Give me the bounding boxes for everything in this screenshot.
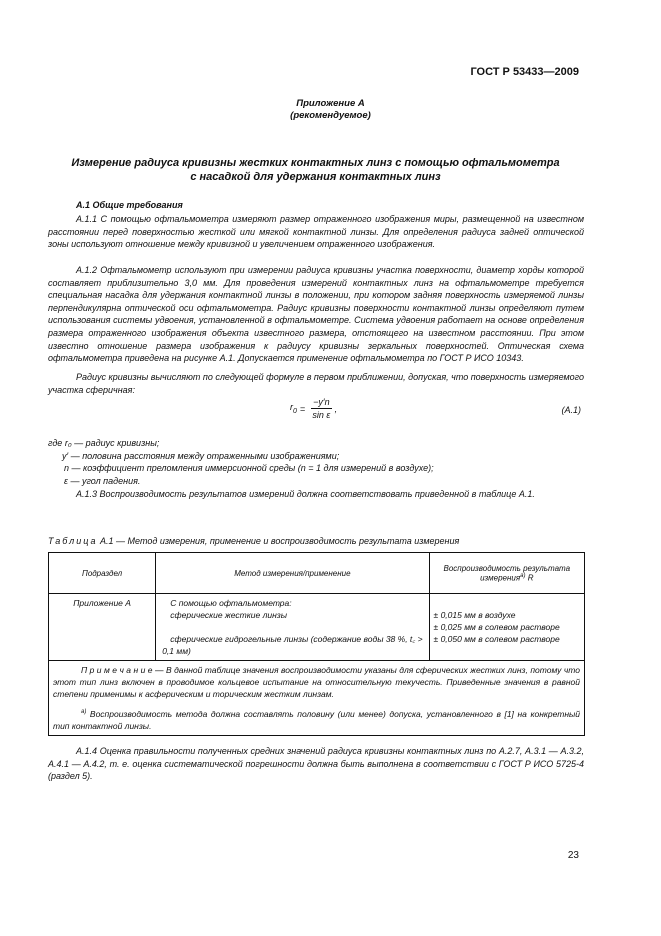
- formula-numerator: −y′n: [313, 397, 330, 407]
- annex-title: [50, 156, 581, 184]
- definition-item: y′ — половина расстояния между отраженными изображениями;: [62, 450, 340, 461]
- table-header-row: [49, 553, 585, 594]
- header-subsection: Подраздел: [49, 553, 156, 594]
- table-row: [49, 594, 585, 661]
- reproducibility-table: [48, 552, 585, 736]
- table-caption-word: Таблица: [48, 536, 98, 546]
- formula-number: (А.1): [561, 405, 581, 415]
- paragraph-formula-intro: Радиус кривизны вычисляют по следующей формуле в первом приближении, допуская, что поверхность измеряемого участка сферичная:: [48, 372, 584, 395]
- table-footnote: $^{a)}$ Воспроизводимость метода должна составлять половину (или менее) допуска, установленного в [1] на конкретный тип контактной линзы.: [53, 708, 580, 731]
- table-caption: [48, 536, 459, 546]
- table-note: П р и м е ч а н и е — В данной таблице значения воспроизводимости указаны для сферических жестких линз, потому что этот тип линз включен в проводимое кольцевое испытание на относительную текучесть. Приведенные значения в равной степени применимы к асферическим и торическим жестким линзам.: [53, 665, 580, 699]
- formula-lhs: $r_0$: [290, 402, 297, 415]
- standard-number: ГОСТ Р 53433—2009: [470, 66, 579, 78]
- cell-subsection: Приложение А: [49, 594, 156, 661]
- cell-method: [156, 594, 429, 661]
- method-spacer: [162, 621, 424, 633]
- value-line: ± 0,015 мм в воздухе: [433, 610, 516, 620]
- table-caption-text: А.1 — Метод измерения, применение и воспроизводимость результата измерения: [100, 536, 460, 546]
- method-line: сферические гидрогельные линзы (содержание воды 38 %, t꜀ > 0,1 мм): [162, 634, 423, 656]
- paragraph-a-1-4: А.1.4 Оценка правильности полученных средних значений радиуса кривизны контактных линз по А.2.7, А.3.1 — А.3.2, А.4.1 — А.4.2, т. е. оценка систематической погрешности должна быть выполнена в соответствии с ГОСТ Р ИСО 5725-4 (раздел 5).: [48, 746, 584, 782]
- table-note-cell: [49, 661, 585, 736]
- value-line: ± 0,025 мм в солевом растворе: [433, 622, 560, 632]
- cell-values: [429, 594, 584, 661]
- page-number: 23: [567, 850, 579, 861]
- table-note-row: [49, 661, 585, 736]
- definition-item: где r₀ — радиус кривизны;: [48, 438, 160, 448]
- annex-heading: [0, 98, 661, 122]
- formula-tail: ,: [334, 403, 338, 414]
- paragraph-a-1-2: А.1.2 Офтальмометр используют при измерении радиуса кривизны участка поверхности, диаметр хорды которой составляет приблизительно 3,0 мм. Для проведения измерений контактных линз на офтальмометре требуется специальная насадка для удержания контактной линзы в положении, при котором задняя поверхность измеряемой линзы перпендикулярна оптической оси офтальмометра. Радиус кривизны поверхности контактной линзы определяют путем использования системы удвоения, установленной в офтальмометре. Система удвоения работает на основе определения размера отраженного изображения объекта известного размера, отстоящего на известном расстоянии. При этом известно отношение размера изображения к радиусу кривизны зеркальных поверхностей. Оптическая схема офтальмометра приведена на рисунке А.1. Допускается применение офтальмометра по ГОСТ Р ИСО 10343.: [48, 265, 584, 364]
- method-line: С помощью офтальмометра:: [170, 598, 292, 608]
- definition-item: n — коэффициент преломления иммерсионной среды (n = 1 для измерений в воздухе);: [64, 463, 434, 474]
- formula-a-1: [290, 397, 337, 420]
- annex-label: Приложение А: [296, 98, 365, 109]
- header-reproducibility: Воспроизводимость результата измерения$^{a)}$ R: [429, 553, 584, 594]
- definition-item: ε — угол падения.: [64, 475, 141, 486]
- section-heading: А.1 Общие требования: [76, 200, 183, 210]
- formula-eq: =: [299, 403, 306, 414]
- annex-kind: (рекомендуемое): [290, 110, 371, 121]
- header-method: Метод измерения/применение: [156, 553, 429, 594]
- definitions-list: [48, 437, 434, 487]
- formula-denominator: sin ε: [312, 410, 331, 420]
- value-line: ± 0,050 мм в солевом растворе: [433, 634, 560, 644]
- paragraph-a-1-1: А.1.1 С помощью офтальмометра измеряют размер отраженного изображения миры, размещенной на известном расстоянии перед поверхностью жесткой или мягкой контактной линзы. Для определения радиуса задней оптической зоны используют отношение между кривизной и увеличением отраженного изображения.: [48, 214, 584, 250]
- method-line: сферические жесткие линзы: [170, 610, 287, 620]
- value-spacer: [434, 597, 580, 609]
- paragraph-a-1-3: А.1.3 Воспроизводимость результатов измерений должна соответствовать приведенной в таблице А.1.: [76, 489, 535, 499]
- formula-fraction: [311, 397, 331, 420]
- title-line-2: с насадкой для удержания контактных линз: [190, 171, 441, 183]
- title-line-1: Измерение радиуса кривизны жестких контактных линз с помощью офтальмометра: [71, 157, 560, 169]
